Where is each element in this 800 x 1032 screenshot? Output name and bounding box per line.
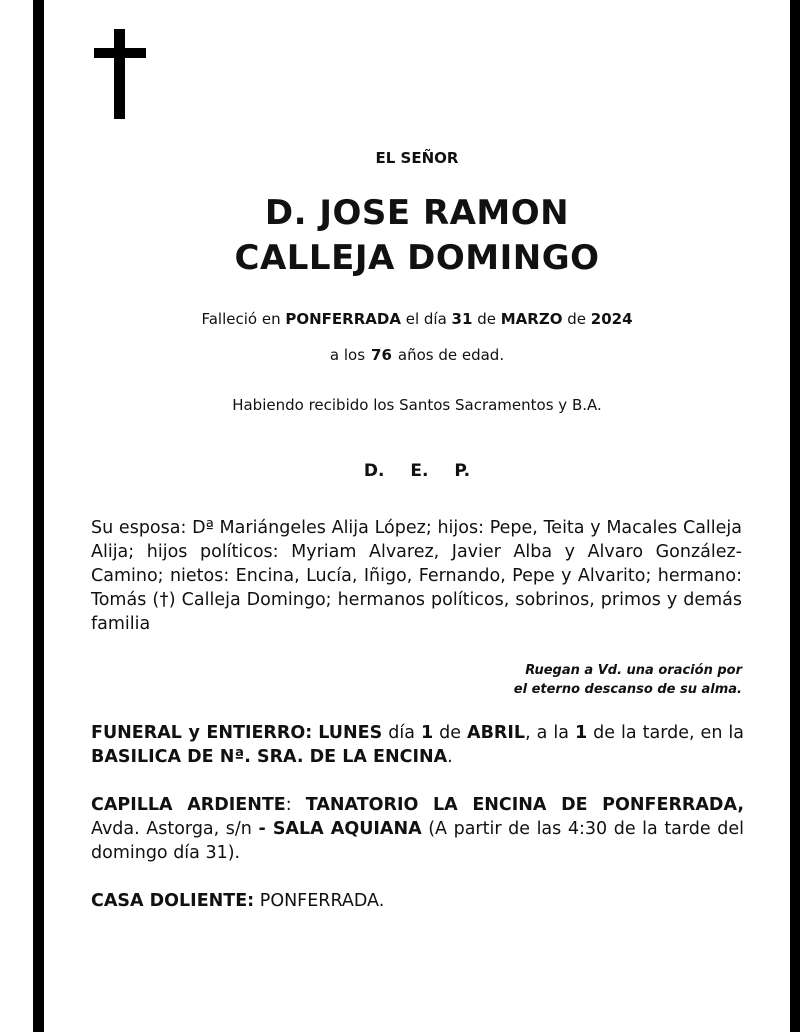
death-info: Falleció en PONFERRADA el día 31 de MARZO de 2024 (201, 310, 633, 328)
chapel-info: CAPILLA ARDIENTE: TANATORIO LA ENCINA DE PONFERRADA, Avda. Astorga, s/n - SALA AQUIANA (A partir de las 4:30 de la tarde del domingo día 31). (91, 795, 744, 863)
family-text: Su esposa: Dª Mariángeles Alija López; hijos: Pepe, Teita y Macales Calleja Alija; hijos políticos: Myriam Alvarez, Javier Alba y Alvaro González-Camino; nietos: Encina, Lucía, Iñigo, Fernando, Pepe y Alvarito; hermano: Tomás (†) Calleja Domingo; hermanos políticos, sobrinos, primos y demás familia (91, 518, 742, 634)
funeral-info: FUNERAL y ENTIERRO: LUNES día 1 de ABRIL, a la 1 de la tarde, en la BASILICA DE Nª. SRA. DE LA ENCINA. (91, 723, 744, 767)
age-info: a los 76 años de edad. (329, 346, 505, 364)
sacraments-text: Habiendo recibido los Santos Sacramentos y B.A. (232, 396, 602, 414)
left-border (33, 0, 44, 1032)
dep-text: D. E. P. (363, 461, 471, 481)
title-prefix: EL SEÑOR (375, 149, 459, 167)
right-border (790, 0, 800, 1032)
cross-icon (94, 29, 146, 119)
prayer-request: Ruegan a Vd. una oración por el eterno descanso de su alma. (513, 663, 742, 697)
home-info: CASA DOLIENTE: PONFERRADA. (91, 891, 385, 911)
deceased-name-line1: D. JOSE RAMON (264, 193, 570, 233)
deceased-name-line2: CALLEJA DOMINGO (234, 238, 600, 278)
